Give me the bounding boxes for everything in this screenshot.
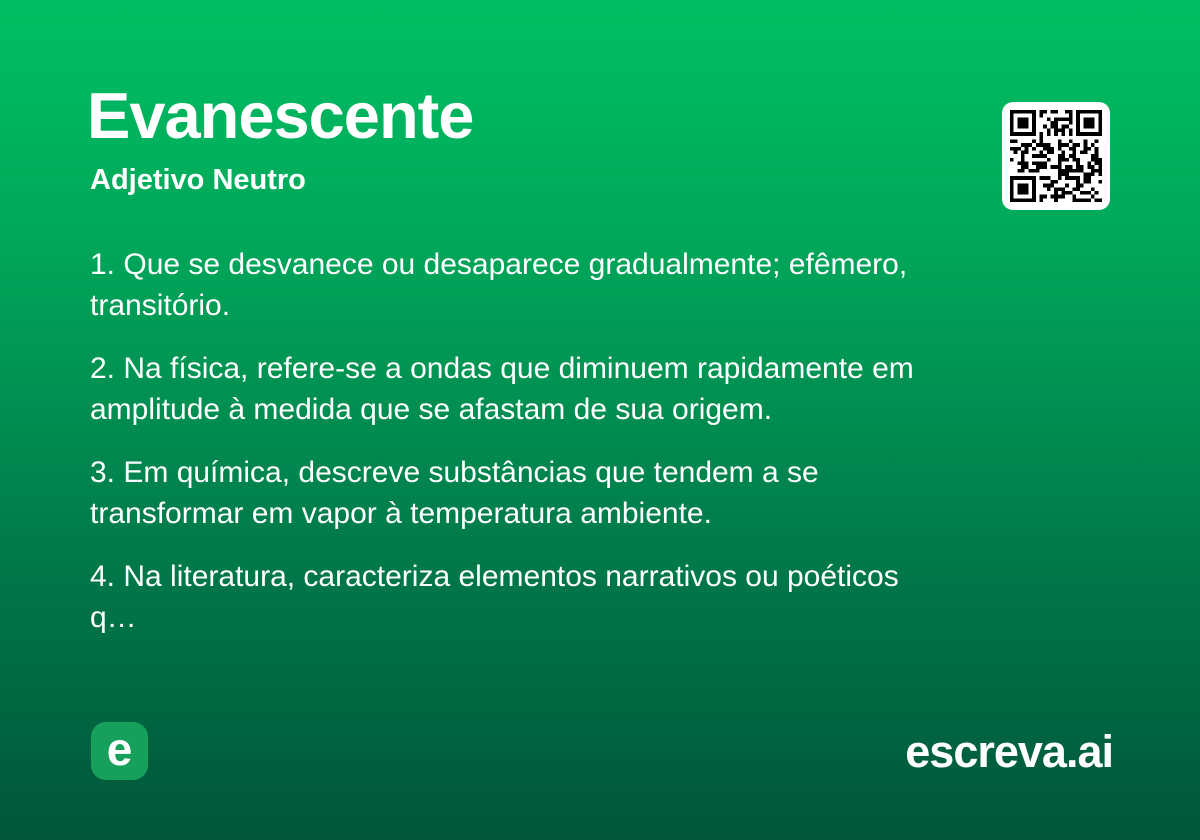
escreva-logo-badge <box>91 722 148 780</box>
definition-4 <box>90 556 1120 638</box>
definitions-list <box>90 244 1120 660</box>
logo-letter: e <box>106 722 133 775</box>
part-of-speech-label: Adjetivo Neutro <box>90 164 306 196</box>
definition-text: q… <box>90 601 137 634</box>
definition-text: 3. Em química, descreve substâncias que tendem a se <box>90 456 819 489</box>
qr-code-pattern <box>1010 110 1102 202</box>
definition-text: transformar em vapor à temperatura ambiente. <box>90 497 712 530</box>
definition-3 <box>90 452 1120 534</box>
brand-name: escreva.ai <box>905 726 1113 777</box>
definition-text: 1. Que se desvanece ou desaparece gradualmente; efêmero, <box>90 248 908 281</box>
word-title: Evanescente <box>87 79 474 152</box>
definition-text: 4. Na literatura, caracteriza elementos narrativos ou poéticos <box>90 560 899 593</box>
definition-text: transitório. <box>90 289 231 322</box>
definition-text: 2. Na física, refere-se a ondas que diminuem rapidamente em <box>90 352 914 385</box>
definition-text: amplitude à medida que se afastam de sua origem. <box>90 393 773 426</box>
qr-code <box>1002 102 1110 210</box>
definition-1 <box>90 244 1120 326</box>
definition-2 <box>90 348 1120 430</box>
